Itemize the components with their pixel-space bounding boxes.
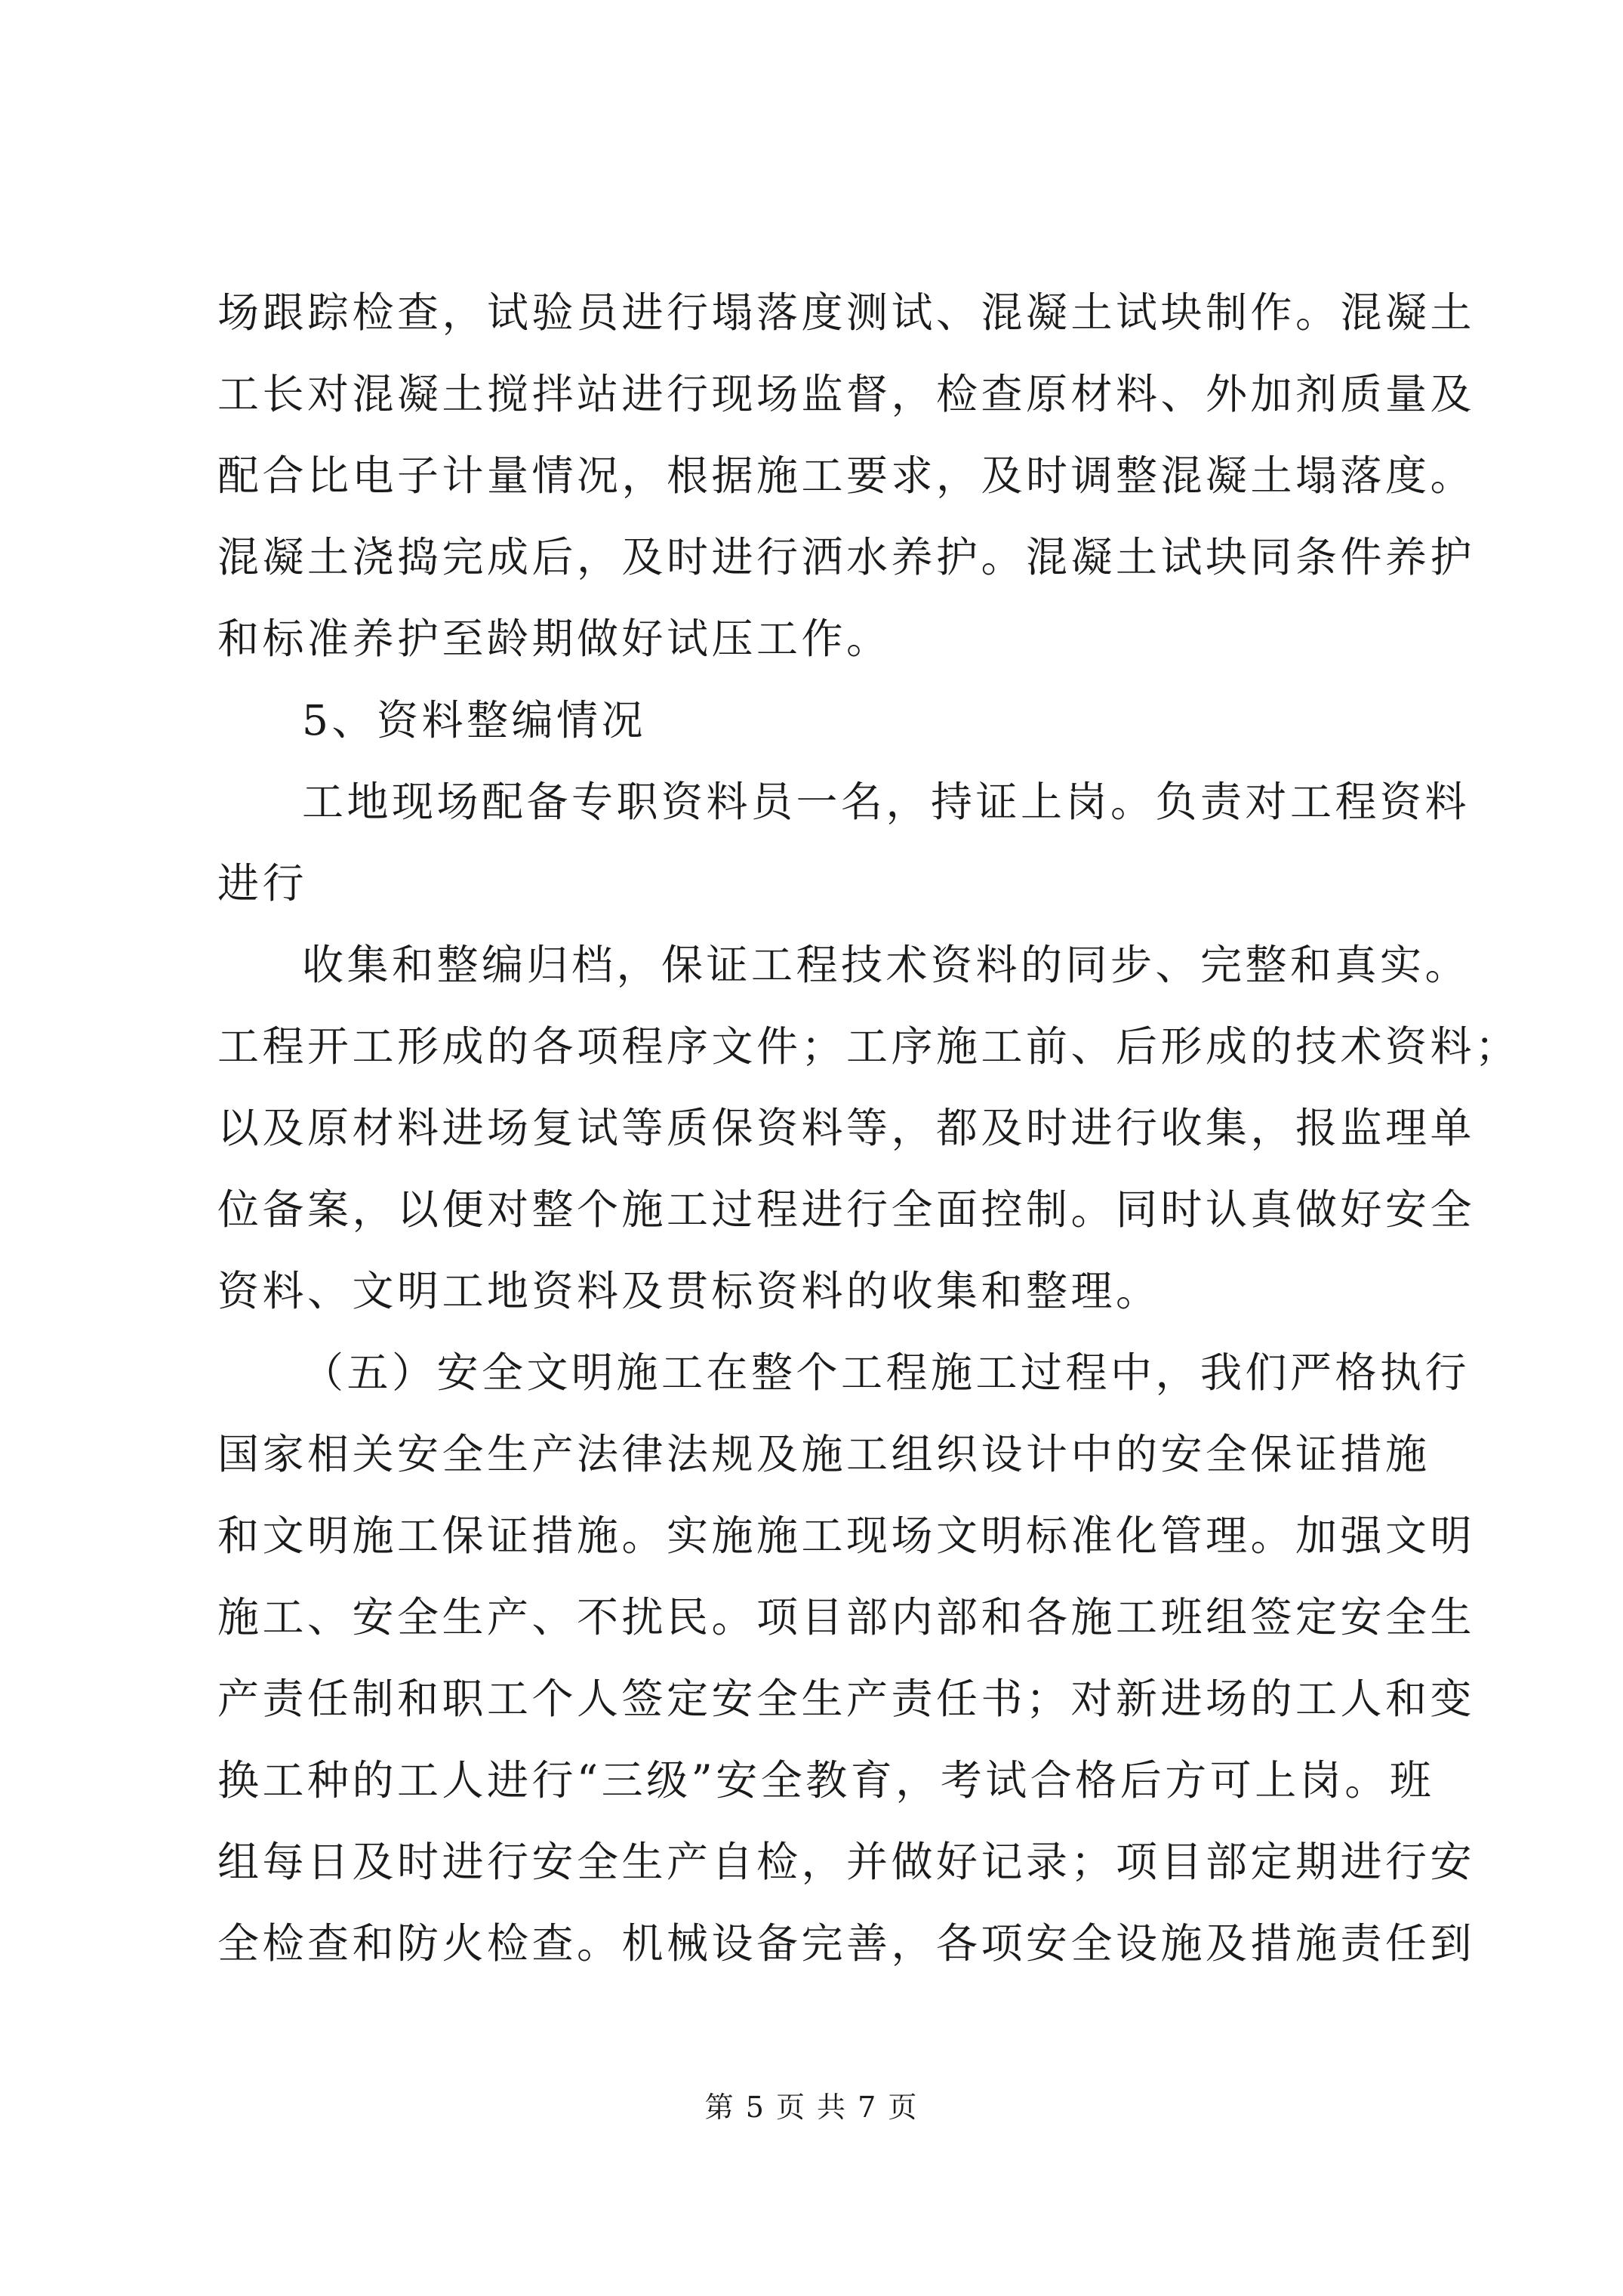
- text-line: 资料、文明工地资料及贯标资料的收集和整理。: [217, 1267, 1161, 1315]
- text-line: 全检查和防火检查。机械设备完善，各项安全设施及措施责任到: [217, 1919, 1476, 1968]
- text-line: 场跟踪检查，试验员进行塌落度测试、混凝土试块制作。混凝土: [217, 288, 1476, 337]
- text-line: 位备案，以便对整个施工过程进行全面控制。同时认真做好安全: [217, 1185, 1476, 1234]
- text-line: 和标准养护至龄期做好试压工作。: [217, 615, 892, 663]
- section-heading: 5、资料整编情况: [302, 696, 646, 744]
- text-line: 组每日及时进行安全生产自检，并做好记录；项目部定期进行安: [217, 1838, 1476, 1886]
- text-line: 工地现场配备专职资料员一名，持证上岗。负责对工程资料: [302, 778, 1471, 826]
- text-line: 以及原材料进场复试等质保资料等，都及时进行收集，报监理单: [217, 1104, 1476, 1152]
- text-line: 和文明施工保证措施。实施施工现场文明标准化管理。加强文明: [217, 1512, 1476, 1560]
- text-line: 配合比电子计量情况，根据施工要求，及时调整混凝土塌落度。: [217, 451, 1476, 500]
- text-line: 国家相关安全生产法律法规及施工组织设计中的安全保证措施: [217, 1430, 1431, 1478]
- text-line: 进行: [217, 859, 308, 908]
- text-line: 收集和整编归档，保证工程技术资料的同步、完整和真实。: [302, 941, 1471, 989]
- text-line: 工长对混凝土搅拌站进行现场监督，检查原材料、外加剂质量及: [217, 370, 1476, 418]
- text-line: 施工、安全生产、不扰民。项目部内部和各施工班组签定安全生: [217, 1593, 1476, 1641]
- text-line: （五）安全文明施工在整个工程施工过程中，我们严格执行: [302, 1348, 1471, 1397]
- page-number-footer: 第 5 页 共 7 页: [704, 2091, 919, 2124]
- text-line: 产责任制和职工个人签定安全生产责任书；对新进场的工人和变: [217, 1675, 1476, 1723]
- document-body: [217, 272, 1520, 1984]
- text-line: 混凝土浇捣完成后，及时进行洒水养护。混凝土试块同条件养护: [217, 533, 1476, 581]
- text-line: 工程开工形成的各项程序文件；工序施工前、后形成的技术资料；: [217, 1022, 1520, 1071]
- text-line: 换工种的工人进行“三级”安全教育，考试合格后方可上岗。班: [217, 1756, 1435, 1804]
